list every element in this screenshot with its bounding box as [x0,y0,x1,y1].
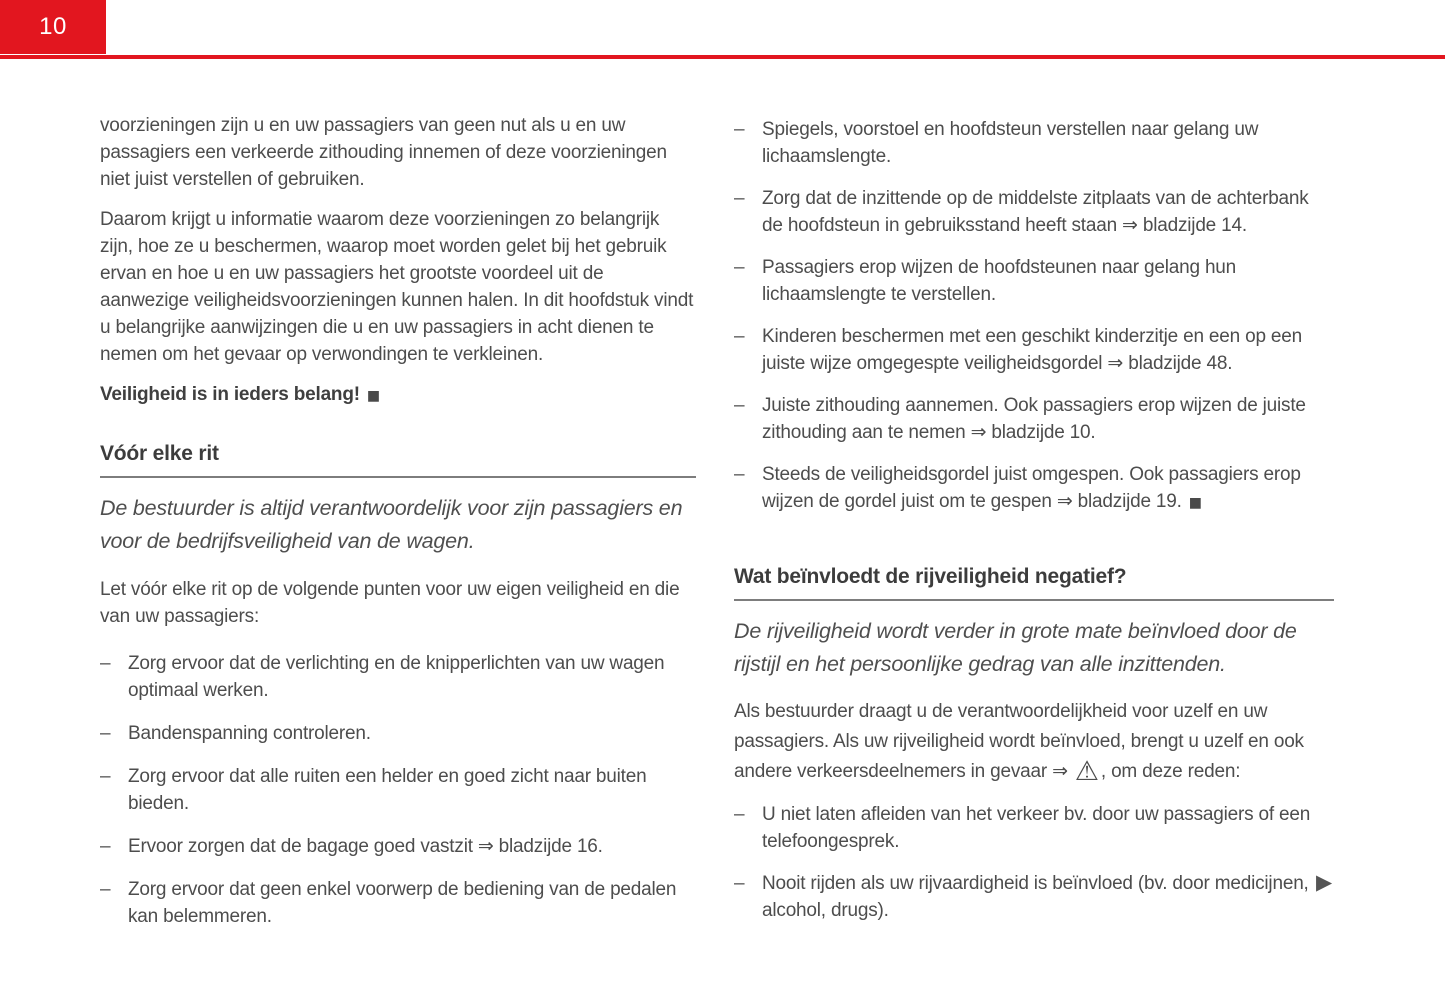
bullet-dash: – [734,804,745,825]
safety-note-text: Veiligheid is in ieders belang! [100,384,360,405]
safety-note [100,381,696,410]
list-item-text: Passagiers erop wijzen de hoofdsteunen naar gelang hun lichaamslengte te verstellen. [762,257,1237,305]
list-item-text: Nooit rijden als uw rijvaardigheid is beïnvloed (bv. door medicijnen, alcohol, drugs). [762,873,1309,921]
bullet-dash: – [734,257,745,278]
list-item [734,254,1334,308]
risk-paragraph [734,697,1334,787]
section-title: Vóór elke rit [100,440,696,478]
list-item-text: Kinderen beschermen met een geschikt kinderzitje en een op een juiste wijze omgegespte veiligheidsgordel ⇒ bladzijde 48. [762,326,1303,374]
section-title: Wat beïnvloedt de rijveiligheid negatief? [734,563,1334,601]
list-item-text: Spiegels, voorstoel en hoofdsteun verstellen naar gelang uw lichaamslengte. [762,119,1259,167]
list-item [734,116,1334,170]
list-item-text-main: Steeds de veiligheidsgordel juist omgespen. Ook passagiers erop wijzen de gordel juist om te gespen ⇒ bladzijde 19. [762,464,1301,512]
paragraph: Daarom krijgt u informatie waarom deze voorzieningen zo belangrijk zijn, hoe ze u beschermen, waarop moet worden gelet bij het gebruik ervan en hoe u en uw passagiers het grootste voordeel uit de aanwezige veiligheidsvoorzieningen kunnen halen. In dit hoofdstuk vindt u belangrijke aanwijzingen die u en uw passagiers in acht dienen te nemen om het gevaar op verwondingen te verkleinen. [100,209,694,365]
warning-triangle-icon: ⚠ [1074,756,1099,787]
bullet-dash: – [734,464,745,485]
bullet-dash: – [734,873,745,894]
list-item [100,720,696,747]
paragraph: voorzieningen zijn u en uw passagiers van geen nut als u en uw passagiers een verkeerde zithouding innemen of deze voorzieningen niet juist verstellen of gebruiken. [100,115,667,190]
list-item-text: U niet laten afleiden van het verkeer bv. door uw passagiers of een telefoongesprek. [762,804,1311,852]
checklist [100,650,696,930]
list-item [100,763,696,817]
bullet-dash: – [734,188,745,209]
bullet-dash: – [734,326,745,347]
bullet-dash: – [100,653,111,674]
page-continues-triangle-icon: ▶ [1316,870,1333,894]
section-end-square-icon: ■ [366,388,380,404]
list-item-text: Zorg ervoor dat alle ruiten een helder en goed zicht naar buiten bieden. [128,766,647,814]
list-item-text: Juiste zithouding aannemen. Ook passagiers erop wijzen de juiste zithouding aan te nemen ⇒ bladzijde 10. [762,395,1306,443]
list-item-text [762,461,1334,517]
checklist [734,801,1334,924]
list-item [734,461,1334,517]
list-item [734,323,1334,377]
bullet-dash: – [100,879,111,900]
list-item [100,876,696,930]
list-item [734,801,1334,855]
list-item [734,392,1334,446]
list-item [100,833,696,860]
list-item-text: Ervoor zorgen dat de bagage goed vastzit ⇒ bladzijde 16. [128,836,603,857]
section-lead: De rijveiligheid wordt verder in grote mate beïnvloed door de rijstijl en het persoonlijke gedrag van alle inzittenden. [734,619,1297,676]
checklist [734,116,1334,517]
section-lead: De bestuurder is altijd verantwoordelijk voor zijn passagiers en voor de bedrijfsveiligheid van de wagen. [100,496,683,553]
header-red-rule [0,55,1445,59]
left-column [100,112,696,930]
list-item-text: Bandenspanning controleren. [128,723,371,744]
risk-paragraph-after: , om deze reden: [1100,761,1241,782]
list-item [734,185,1334,239]
page-number-badge [0,0,106,54]
section-intro: Let vóór elke rit op de volgende punten voor uw eigen veiligheid en die van uw passagiers: [100,579,680,627]
bullet-dash: – [100,836,111,857]
list-item-text: Zorg ervoor dat de verlichting en de knipperlichten van uw wagen optimaal werken. [128,653,665,701]
right-column [734,116,1334,924]
list-item [734,870,1334,924]
bullet-dash: – [100,723,111,744]
list-item [100,650,696,704]
bullet-dash: – [734,395,745,416]
bullet-dash: – [100,766,111,787]
list-item-text: Zorg ervoor dat geen enkel voorwerp de bediening van de pedalen kan belemmeren. [128,879,677,927]
list-item-text: Zorg dat de inzittende op de middelste zitplaats van de achterbank de hoofdsteun in gebruiksstand heeft staan ⇒ bladzijde 14. [762,188,1309,236]
page-number: 10 [39,13,67,40]
section-end-square-icon: ■ [1188,495,1202,511]
risk-paragraph-before: Als bestuurder draagt u de verantwoordelijkheid voor uzelf en uw passagiers. Als uw rijveiligheid wordt beïnvloed, brengt u uzelf en ook andere verkeersdeelnemers in gevaar ⇒ [734,701,1304,782]
bullet-dash: – [734,119,745,140]
